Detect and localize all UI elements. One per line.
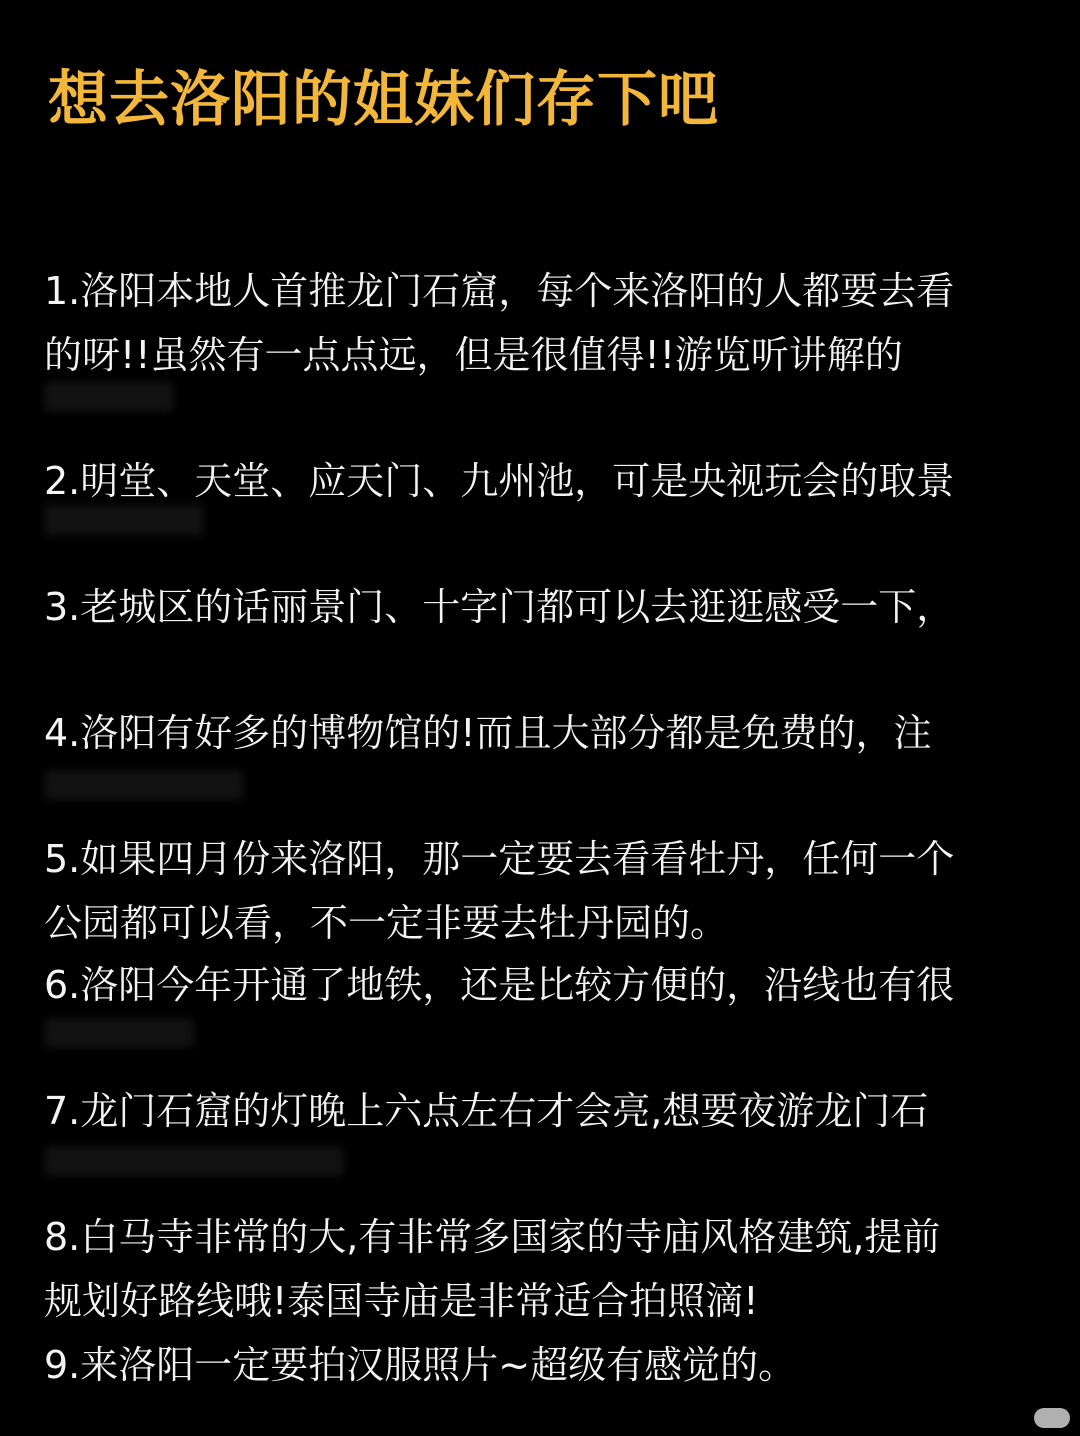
blurred-text [44,1146,344,1176]
tip-8-line-2: 规划好路线哦!泰国寺庙是非常适合拍照滴! [44,1279,759,1323]
tip-1-line-1: 1.洛阳本地人首推龙门石窟，每个来洛阳的人都要去看 [44,269,955,313]
tip-7-line-1: 7.龙门石窟的灯晚上六点左右才会亮,想要夜游龙门石 [44,1089,929,1133]
watermark-logo [1034,1408,1070,1428]
page-title: 想去洛阳的姐妹们存下吧 [48,65,719,135]
tip-4-line-1: 4.洛阳有好多的博物馆的!而且大部分都是免费的，注 [44,711,932,755]
tip-2-line-1: 2.明堂、天堂、应天门、九州池，可是央视玩会的取景 [44,459,955,503]
blurred-text [44,505,204,535]
tip-5-line-2: 公园都可以看，不一定非要去牡丹园的。 [44,901,729,945]
tip-6-line-1: 6.洛阳今年开通了地铁，还是比较方便的，沿线也有很 [44,963,955,1007]
tip-1-line-2: 的呀!!虽然有一点点远，但是很值得!!游览听讲解的 [44,333,903,377]
blurred-text [44,1018,194,1048]
tip-3-line-1: 3.老城区的话丽景门、十字门都可以去逛逛感受一下， [44,585,955,629]
tip-9-line-1: 9.来洛阳一定要拍汉服照片~超级有感觉的。 [44,1343,797,1387]
blurred-text [44,770,244,800]
blurred-text [44,382,174,412]
tip-5-line-1: 5.如果四月份来洛阳，那一定要去看看牡丹，任何一个 [44,837,955,881]
tip-8-line-1: 8.白马寺非常的大,有非常多国家的寺庙风格建筑,提前 [44,1215,941,1259]
